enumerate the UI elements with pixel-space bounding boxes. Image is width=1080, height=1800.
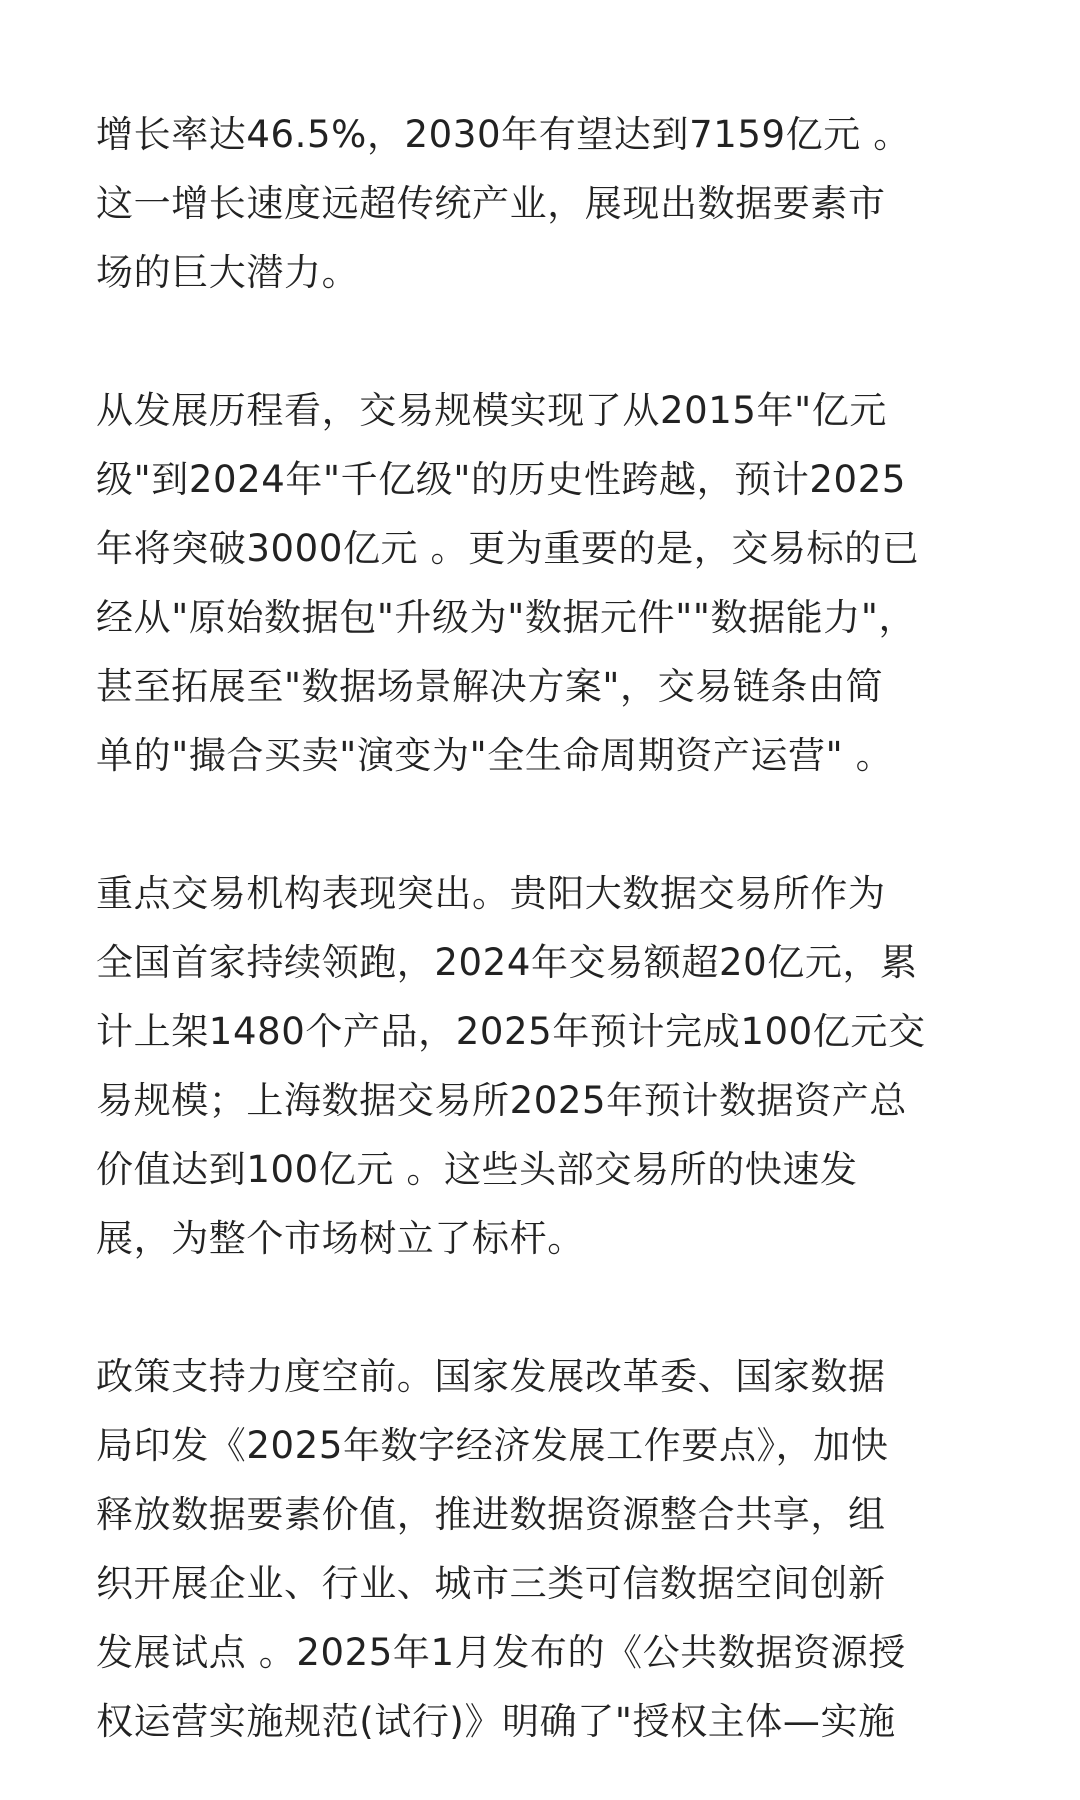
text-line: 年将突破3000亿元 。更为重要的是，交易标的已 <box>96 527 920 570</box>
text-line: 发展试点 。2025年1月发布的《公共数据资源授 <box>96 1631 906 1674</box>
text-line: 展，为整个市场树立了标杆。 <box>96 1217 585 1260</box>
text-line: 场的巨大潜力。 <box>96 251 360 294</box>
text-line: 政策支持力度空前。国家发展改革委、国家数据 <box>96 1355 886 1398</box>
text-line: 重点交易机构表现突出。贵阳大数据交易所作为 <box>96 872 886 915</box>
paragraph-key-exchanges <box>96 859 984 1273</box>
text-line: 易规模；上海数据交易所2025年预计数据资产总 <box>96 1079 907 1122</box>
text-line: 经从"原始数据包"升级为"数据元件""数据能力"， <box>96 596 917 639</box>
text-line: 权运营实施规范(试行)》明确了"授权主体—实施 <box>96 1700 896 1743</box>
text-line: 从发展历程看，交易规模实现了从2015年"亿元 <box>96 389 887 432</box>
text-line: 单的"撮合买卖"演变为"全生命周期资产运营" 。 <box>96 734 894 777</box>
paragraph-spacer <box>96 307 984 376</box>
paragraph-market-growth <box>96 100 984 307</box>
text-line: 价值达到100亿元 。这些头部交易所的快速发 <box>96 1148 858 1191</box>
text-line: 全国首家持续领跑，2024年交易额超20亿元，累 <box>96 941 918 984</box>
paragraph-policy-support <box>96 1342 984 1756</box>
text-line: 增长率达46.5%，2030年有望达到7159亿元 。 <box>96 113 911 156</box>
text-line: 级"到2024年"千亿级"的历史性跨越，预计2025 <box>96 458 906 501</box>
text-line: 局印发《2025年数字经济发展工作要点》，加快 <box>96 1424 889 1467</box>
paragraph-spacer <box>96 1273 984 1342</box>
paragraph-development-history <box>96 376 984 790</box>
text-line: 这一增长速度远超传统产业，展现出数据要素市 <box>96 182 886 225</box>
text-line: 甚至拓展至"数据场景解决方案"，交易链条由简 <box>96 665 884 708</box>
text-line: 织开展企业、行业、城市三类可信数据空间创新 <box>96 1562 886 1605</box>
paragraph-spacer <box>96 790 984 859</box>
text-line: 计上架1480个产品，2025年预计完成100亿元交 <box>96 1010 926 1053</box>
text-line: 释放数据要素价值，推进数据资源整合共享，组 <box>96 1493 886 1536</box>
